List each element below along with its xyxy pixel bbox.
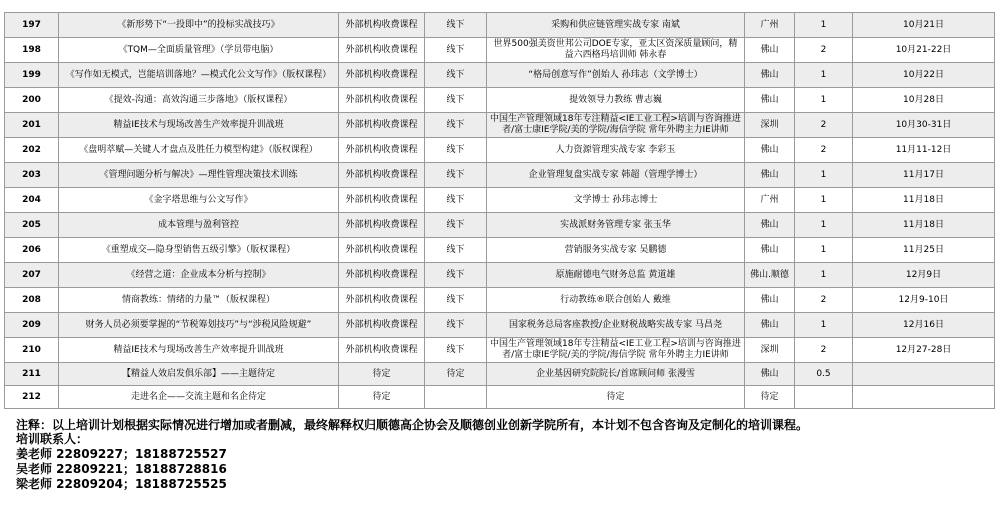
row-number: 199 xyxy=(5,63,59,88)
instructor: 人力资源管理实战专家 李彩玉 xyxy=(487,138,745,163)
course-title: 精益IE技术与现场改善生产效率提升训战班 xyxy=(59,338,339,363)
row-number: 203 xyxy=(5,163,59,188)
city: 佛山 xyxy=(745,88,795,113)
row-number: 198 xyxy=(5,38,59,63)
course-type: 外部机构收费课程 xyxy=(339,288,425,313)
table-row xyxy=(5,363,995,386)
duration-days: 1 xyxy=(795,63,853,88)
delivery-mode: 线下 xyxy=(425,38,487,63)
course-date: 10月22日 xyxy=(853,63,995,88)
course-type: 外部机构收费课程 xyxy=(339,113,425,138)
delivery-mode: 线下 xyxy=(425,163,487,188)
instructor: 世界500强美资世邦公司DOE专家，亚太区资深质量顾问，精益六西格玛培训师 韩永春 xyxy=(487,38,745,63)
delivery-mode: 线下 xyxy=(425,63,487,88)
row-number: 200 xyxy=(5,88,59,113)
course-title: 《重塑成交—隐身型销售五级引擎》（版权课程） xyxy=(59,238,339,263)
course-type: 外部机构收费课程 xyxy=(339,163,425,188)
delivery-mode: 线下 xyxy=(425,113,487,138)
duration-days: 2 xyxy=(795,138,853,163)
duration-days xyxy=(795,386,853,409)
city: 广州 xyxy=(745,13,795,38)
instructor: “格局创意写作”创始人 孙玮志（文学博士） xyxy=(487,63,745,88)
course-type: 待定 xyxy=(339,363,425,386)
course-title: 《盘明萃赋—关键人才盘点及胜任力模型构建》（版权课程） xyxy=(59,138,339,163)
course-date: 12月16日 xyxy=(853,313,995,338)
course-date: 10月30-31日 xyxy=(853,113,995,138)
instructor: 原施耐德电气财务总监 黄道雄 xyxy=(487,263,745,288)
row-number: 211 xyxy=(5,363,59,386)
course-title: 情商教练：情绪的力量™（版权课程） xyxy=(59,288,339,313)
row-number: 204 xyxy=(5,188,59,213)
city: 佛山 xyxy=(745,288,795,313)
course-date: 12月9日 xyxy=(853,263,995,288)
instructor: 企业基因研究院院长/首席顾问师 张漫雪 xyxy=(487,363,745,386)
training-schedule-table xyxy=(4,12,995,409)
course-date: 11月17日 xyxy=(853,163,995,188)
contacts-block xyxy=(16,432,227,492)
course-date xyxy=(853,363,995,386)
duration-days: 2 xyxy=(795,113,853,138)
row-number: 207 xyxy=(5,263,59,288)
duration-days: 1 xyxy=(795,163,853,188)
course-date: 12月27-28日 xyxy=(853,338,995,363)
city: 佛山 xyxy=(745,163,795,188)
delivery-mode: 线下 xyxy=(425,138,487,163)
city: 深圳 xyxy=(745,113,795,138)
course-date: 10月28日 xyxy=(853,88,995,113)
instructor: 提效领导力教练 曹志巍 xyxy=(487,88,745,113)
duration-days: 1 xyxy=(795,188,853,213)
row-number: 205 xyxy=(5,213,59,238)
contact-line: 吴老师 22809221；18188728816 xyxy=(16,462,227,476)
city: 佛山 xyxy=(745,363,795,386)
table-row xyxy=(5,386,995,409)
city: 广州 xyxy=(745,188,795,213)
duration-days: 1 xyxy=(795,263,853,288)
course-type: 外部机构收费课程 xyxy=(339,213,425,238)
row-number: 206 xyxy=(5,238,59,263)
delivery-mode: 线下 xyxy=(425,188,487,213)
course-date: 11月11-12日 xyxy=(853,138,995,163)
duration-days: 0.5 xyxy=(795,363,853,386)
duration-days: 1 xyxy=(795,88,853,113)
contact-title: 培训联系人： xyxy=(16,432,89,446)
row-number: 210 xyxy=(5,338,59,363)
row-number: 201 xyxy=(5,113,59,138)
course-title: 财务人员必须要掌握的“节税筹划技巧”与“涉税风险规避” xyxy=(59,313,339,338)
course-title: 【精益人效启发俱乐部】——主题待定 xyxy=(59,363,339,386)
course-type: 外部机构收费课程 xyxy=(339,13,425,38)
course-date: 11月18日 xyxy=(853,188,995,213)
instructor: 待定 xyxy=(487,386,745,409)
course-type: 外部机构收费课程 xyxy=(339,38,425,63)
course-type: 外部机构收费课程 xyxy=(339,138,425,163)
course-type: 外部机构收费课程 xyxy=(339,313,425,338)
city: 深圳 xyxy=(745,338,795,363)
duration-days: 2 xyxy=(795,338,853,363)
delivery-mode: 线下 xyxy=(425,313,487,338)
course-title: 《写作如无模式，岂能培训落地？—模式化公文写作》（版权课程） xyxy=(59,63,339,88)
duration-days: 2 xyxy=(795,38,853,63)
course-date: 10月21日 xyxy=(853,13,995,38)
city: 佛山 xyxy=(745,38,795,63)
course-title: 《TQM—全面质量管理》（学员带电脑） xyxy=(59,38,339,63)
city: 佛山 xyxy=(745,138,795,163)
duration-days: 2 xyxy=(795,288,853,313)
course-title: 走进名企——交流主题和名企待定 xyxy=(59,386,339,409)
table-row xyxy=(5,288,995,313)
row-number: 208 xyxy=(5,288,59,313)
contact-line: 梁老师 22809204；18188725525 xyxy=(16,477,227,491)
duration-days: 1 xyxy=(795,238,853,263)
instructor: 文学博士 孙玮志博士 xyxy=(487,188,745,213)
row-number: 197 xyxy=(5,13,59,38)
delivery-mode: 线下 xyxy=(425,338,487,363)
course-date: 11月18日 xyxy=(853,213,995,238)
delivery-mode: 线下 xyxy=(425,288,487,313)
course-type: 外部机构收费课程 xyxy=(339,263,425,288)
table-row xyxy=(5,338,995,363)
course-title: 精益IE技术与现场改善生产效率提升训战班 xyxy=(59,113,339,138)
table-row xyxy=(5,138,995,163)
instructor: 采购和供应链管理实战专家 南斌 xyxy=(487,13,745,38)
table-row xyxy=(5,188,995,213)
delivery-mode: 线下 xyxy=(425,238,487,263)
row-number: 202 xyxy=(5,138,59,163)
instructor: 企业管理复盘实战专家 韩超（管理学博士） xyxy=(487,163,745,188)
course-title: 《新形势下“一投即中”的投标实战技巧》 xyxy=(59,13,339,38)
duration-days: 1 xyxy=(795,313,853,338)
delivery-mode xyxy=(425,386,487,409)
city: 佛山 xyxy=(745,238,795,263)
city: 佛山 xyxy=(745,213,795,238)
table-row xyxy=(5,213,995,238)
course-title: 《管理问题分析与解决》—理性管理决策技术训练 xyxy=(59,163,339,188)
contact-line: 姜老师 22809227；18188725527 xyxy=(16,447,227,461)
course-date: 10月21-22日 xyxy=(853,38,995,63)
course-type: 外部机构收费课程 xyxy=(339,338,425,363)
course-type: 外部机构收费课程 xyxy=(339,188,425,213)
delivery-mode: 待定 xyxy=(425,363,487,386)
table-row xyxy=(5,63,995,88)
course-type: 外部机构收费课程 xyxy=(339,63,425,88)
course-title: 《提效-沟通：高效沟通三步落地》（版权课程） xyxy=(59,88,339,113)
duration-days: 1 xyxy=(795,13,853,38)
table-row xyxy=(5,238,995,263)
footer-note: 注释：以上培训计划根据实际情况进行增加或者删减，最终解释权归顺德高企协会及顺德创业创新学院所有，本计划不包含咨询及定制化的培训课程。 xyxy=(16,418,809,432)
course-title: 《金字塔思维与公文写作》 xyxy=(59,188,339,213)
table-row xyxy=(5,313,995,338)
course-type: 待定 xyxy=(339,386,425,409)
city: 佛山.顺德 xyxy=(745,263,795,288)
table-row xyxy=(5,13,995,38)
instructor: 中国生产管理领域18年专注精益<IE工业工程>培训与咨询推进者/富士康IE学院/美的学院/海信学院 常年外聘主力IE讲师 xyxy=(487,113,745,138)
table-row xyxy=(5,38,995,63)
instructor: 行动教练®联合创始人 戴维 xyxy=(487,288,745,313)
table-row xyxy=(5,163,995,188)
table-row xyxy=(5,88,995,113)
delivery-mode: 线下 xyxy=(425,263,487,288)
course-title: 《经营之道：企业成本分析与控制》 xyxy=(59,263,339,288)
course-date: 11月25日 xyxy=(853,238,995,263)
duration-days: 1 xyxy=(795,213,853,238)
delivery-mode: 线下 xyxy=(425,88,487,113)
instructor: 国家税务总局客座教授/企业财税战略实战专家 马昌尧 xyxy=(487,313,745,338)
instructor: 营销服务实战专家 吴鹏德 xyxy=(487,238,745,263)
table-row xyxy=(5,113,995,138)
course-date xyxy=(853,386,995,409)
delivery-mode: 线下 xyxy=(425,213,487,238)
table-row xyxy=(5,263,995,288)
instructor: 中国生产管理领域18年专注精益<IE工业工程>培训与咨询推进者/富士康IE学院/美的学院/海信学院 常年外聘主力IE讲师 xyxy=(487,338,745,363)
delivery-mode: 线下 xyxy=(425,13,487,38)
row-number: 212 xyxy=(5,386,59,409)
course-type: 外部机构收费课程 xyxy=(339,238,425,263)
instructor: 实战派财务管理专家 张玉华 xyxy=(487,213,745,238)
row-number: 209 xyxy=(5,313,59,338)
city: 待定 xyxy=(745,386,795,409)
city: 佛山 xyxy=(745,63,795,88)
course-title: 成本管理与盈利管控 xyxy=(59,213,339,238)
course-date: 12月9-10日 xyxy=(853,288,995,313)
city: 佛山 xyxy=(745,313,795,338)
course-type: 外部机构收费课程 xyxy=(339,88,425,113)
